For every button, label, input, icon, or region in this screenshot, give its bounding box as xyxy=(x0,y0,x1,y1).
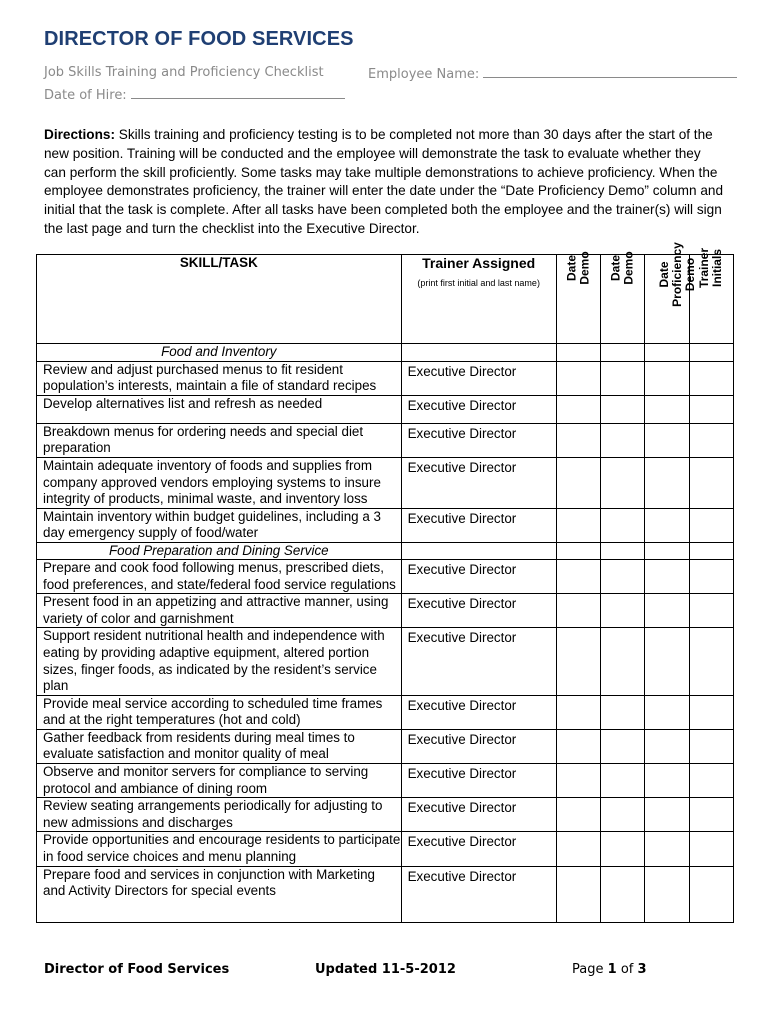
date-demo-2-cell[interactable] xyxy=(601,764,645,798)
task-cell: Review seating arrangements periodically for adjusting to new admissions and discharges xyxy=(37,798,402,832)
task-cell: Prepare and cook food following menus, prescribed diets, food preferences, and state/federal food service regulations xyxy=(37,559,402,593)
table-row xyxy=(37,832,734,866)
date-proficiency-cell[interactable] xyxy=(645,457,689,508)
subtitle-text: Job Skills Training and Proficiency Checklist xyxy=(44,65,324,80)
page-title: DIRECTOR OF FOOD SERVICES xyxy=(44,28,354,50)
directions-label: Directions: xyxy=(44,127,116,142)
section-row-food-inventory xyxy=(37,344,734,362)
date-demo-1-cell[interactable] xyxy=(556,832,600,866)
task-cell: Maintain inventory within budget guidelines, including a 3 day emergency supply of food/water xyxy=(37,508,402,542)
footer-updated-date: Updated 11-5-2012 xyxy=(315,962,456,977)
date-proficiency-cell[interactable] xyxy=(645,423,689,457)
table-row xyxy=(37,729,734,763)
task-cell: Maintain adequate inventory of foods and supplies from company approved vendors employing systems to insure integrity of products, minimal waste, and inventory loss xyxy=(37,457,402,508)
section-label: Food Preparation and Dining Service xyxy=(37,542,402,559)
date-proficiency-cell[interactable] xyxy=(645,361,689,395)
section-label: Food and Inventory xyxy=(37,344,402,362)
table-row xyxy=(37,395,734,423)
employee-name-label: Employee Name: xyxy=(368,67,480,82)
trainer-cell: Executive Director xyxy=(401,594,556,628)
date-proficiency-cell[interactable] xyxy=(645,729,689,763)
date-demo-2-cell[interactable] xyxy=(601,628,645,695)
date-demo-1-cell[interactable] xyxy=(556,729,600,763)
table-row xyxy=(37,457,734,508)
table-row xyxy=(37,695,734,729)
trainer-cell: Executive Director xyxy=(401,395,556,423)
date-demo-2-cell[interactable] xyxy=(601,361,645,395)
trainer-cell: Executive Director xyxy=(401,423,556,457)
table-row xyxy=(37,361,734,395)
trainer-cell: Executive Director xyxy=(401,729,556,763)
employee-name-field[interactable] xyxy=(368,65,737,82)
date-demo-2-label: Date Demo xyxy=(608,251,636,285)
table-row xyxy=(37,559,734,593)
trainer-initials-cell[interactable] xyxy=(689,832,733,866)
date-demo-1-cell[interactable] xyxy=(556,695,600,729)
task-cell: Present food in an appetizing and attractive manner, using variety of color and garnishment xyxy=(37,594,402,628)
table-row xyxy=(37,764,734,798)
task-cell: Support resident nutritional health and independence with eating by providing adaptive equipment, altered portion sizes, finger foods, as indicated by the resident’s service plan xyxy=(37,628,402,695)
date-proficiency-cell[interactable] xyxy=(645,395,689,423)
trainer-initials-cell[interactable] xyxy=(689,866,733,922)
trainer-initials-cell[interactable] xyxy=(689,361,733,395)
footer-document-name: Director of Food Services xyxy=(44,962,230,977)
trainer-assigned-header xyxy=(401,255,556,344)
table-row xyxy=(37,798,734,832)
date-demo-2-cell[interactable] xyxy=(601,866,645,922)
table-row xyxy=(37,628,734,695)
date-demo-1-cell[interactable] xyxy=(556,457,600,508)
trainer-initials-label: Trainer Initials xyxy=(697,247,725,289)
date-proficiency-cell[interactable] xyxy=(645,866,689,922)
date-demo-1-cell[interactable] xyxy=(556,361,600,395)
date-demo-2-cell[interactable] xyxy=(601,798,645,832)
trainer-cell: Executive Director xyxy=(401,798,556,832)
task-cell: Gather feedback from residents during meal times to evaluate satisfaction and monitor quality of meal xyxy=(37,729,402,763)
date-demo-1-cell[interactable] xyxy=(556,764,600,798)
trainer-initials-cell[interactable] xyxy=(689,695,733,729)
trainer-initials-cell[interactable] xyxy=(689,423,733,457)
directions-paragraph xyxy=(44,126,724,239)
skills-table xyxy=(36,242,734,923)
employee-name-line[interactable] xyxy=(483,65,737,78)
trainer-initials-cell[interactable] xyxy=(689,798,733,832)
date-demo-2-cell[interactable] xyxy=(601,508,645,542)
skill-task-header: SKILL/TASK xyxy=(37,255,402,344)
table-row xyxy=(37,866,734,922)
trainer-initials-cell[interactable] xyxy=(689,508,733,542)
date-demo-2-cell[interactable] xyxy=(601,594,645,628)
date-proficiency-cell[interactable] xyxy=(645,594,689,628)
trainer-assigned-note: (print first initial and last name) xyxy=(417,277,540,288)
task-cell: Provide meal service according to scheduled time frames and at the right temperatures (hot and cold) xyxy=(37,695,402,729)
trainer-initials-cell[interactable] xyxy=(689,395,733,423)
date-demo-1-cell[interactable] xyxy=(556,508,600,542)
date-demo-2-cell[interactable] xyxy=(601,423,645,457)
trainer-cell: Executive Director xyxy=(401,361,556,395)
date-demo-1-label: Date Demo xyxy=(564,251,592,285)
date-proficiency-cell[interactable] xyxy=(645,559,689,593)
trainer-cell: Executive Director xyxy=(401,628,556,695)
date-of-hire-field[interactable] xyxy=(44,86,345,103)
trainer-initials-cell[interactable] xyxy=(689,457,733,508)
task-cell: Observe and monitor servers for compliance to serving protocol and ambiance of dining room xyxy=(37,764,402,798)
trainer-cell: Executive Director xyxy=(401,695,556,729)
date-demo-1-cell[interactable] xyxy=(556,559,600,593)
date-demo-2-cell[interactable] xyxy=(601,395,645,423)
date-proficiency-cell[interactable] xyxy=(645,695,689,729)
date-proficiency-cell[interactable] xyxy=(645,508,689,542)
date-proficiency-demo-label: Date Proficiency Demo xyxy=(657,242,698,307)
date-demo-1-cell[interactable] xyxy=(556,395,600,423)
date-demo-2-header xyxy=(601,251,645,344)
trainer-cell: Executive Director xyxy=(401,832,556,866)
date-demo-1-cell[interactable] xyxy=(556,628,600,695)
footer-page-number: Page 1 of 3 xyxy=(572,962,647,977)
date-demo-1-cell[interactable] xyxy=(556,866,600,922)
table-row xyxy=(37,508,734,542)
trainer-initials-cell[interactable] xyxy=(689,594,733,628)
date-demo-2-cell[interactable] xyxy=(601,457,645,508)
task-cell: Review and adjust purchased menus to fit resident population’s interests, maintain a file of standard recipes xyxy=(37,361,402,395)
trainer-initials-cell[interactable] xyxy=(689,764,733,798)
trainer-initials-cell[interactable] xyxy=(689,559,733,593)
date-proficiency-cell[interactable] xyxy=(645,628,689,695)
date-proficiency-cell[interactable] xyxy=(645,832,689,866)
date-proficiency-cell[interactable] xyxy=(645,798,689,832)
checklist-subtitle xyxy=(44,65,324,80)
table-row xyxy=(37,423,734,457)
date-of-hire-line[interactable] xyxy=(131,86,345,99)
task-cell: Provide opportunities and encourage residents to participate in food service choices and menu planning xyxy=(37,832,402,866)
date-demo-1-cell[interactable] xyxy=(556,423,600,457)
section-row-food-preparation xyxy=(37,542,734,559)
trainer-cell: Executive Director xyxy=(401,764,556,798)
date-demo-2-cell[interactable] xyxy=(601,695,645,729)
table-row xyxy=(37,594,734,628)
task-cell: Develop alternatives list and refresh as needed xyxy=(37,395,402,423)
date-demo-2-cell[interactable] xyxy=(601,832,645,866)
date-demo-2-cell[interactable] xyxy=(601,729,645,763)
date-proficiency-demo-header xyxy=(645,242,698,344)
date-demo-1-cell[interactable] xyxy=(556,594,600,628)
trainer-cell: Executive Director xyxy=(401,508,556,542)
task-cell: Prepare food and services in conjunction with Marketing and Activity Directors for special events xyxy=(37,866,402,922)
directions-text: Skills training and proficiency testing is to be completed not more than 30 days after the start of the new position. Training will be conducted and the employee will demonstrate the task to evaluate whether they can perform the skill proficiently. Some tasks may take multiple demonstrations to achieve proficiency. When the employee demonstrates proficiency, the trainer will enter the date under the “Date Proficiency Demo” column and initial that the task is complete. After all tasks have been completed both the employee and the trainer(s) will sign the last page and turn the checklist into the Executive Director. xyxy=(44,127,724,236)
trainer-initials-cell[interactable] xyxy=(689,628,733,695)
trainer-cell: Executive Director xyxy=(401,457,556,508)
date-proficiency-cell[interactable] xyxy=(645,764,689,798)
task-cell: Breakdown menus for ordering needs and special diet preparation xyxy=(37,423,402,457)
trainer-initials-cell[interactable] xyxy=(689,729,733,763)
trainer-assigned-label: Trainer Assigned xyxy=(422,255,536,271)
date-of-hire-label: Date of Hire: xyxy=(44,88,127,103)
trainer-cell: Executive Director xyxy=(401,559,556,593)
trainer-cell: Executive Director xyxy=(401,866,556,922)
table-header-row xyxy=(37,255,734,344)
date-demo-1-header xyxy=(556,251,600,344)
date-demo-1-cell[interactable] xyxy=(556,798,600,832)
date-demo-2-cell[interactable] xyxy=(601,559,645,593)
